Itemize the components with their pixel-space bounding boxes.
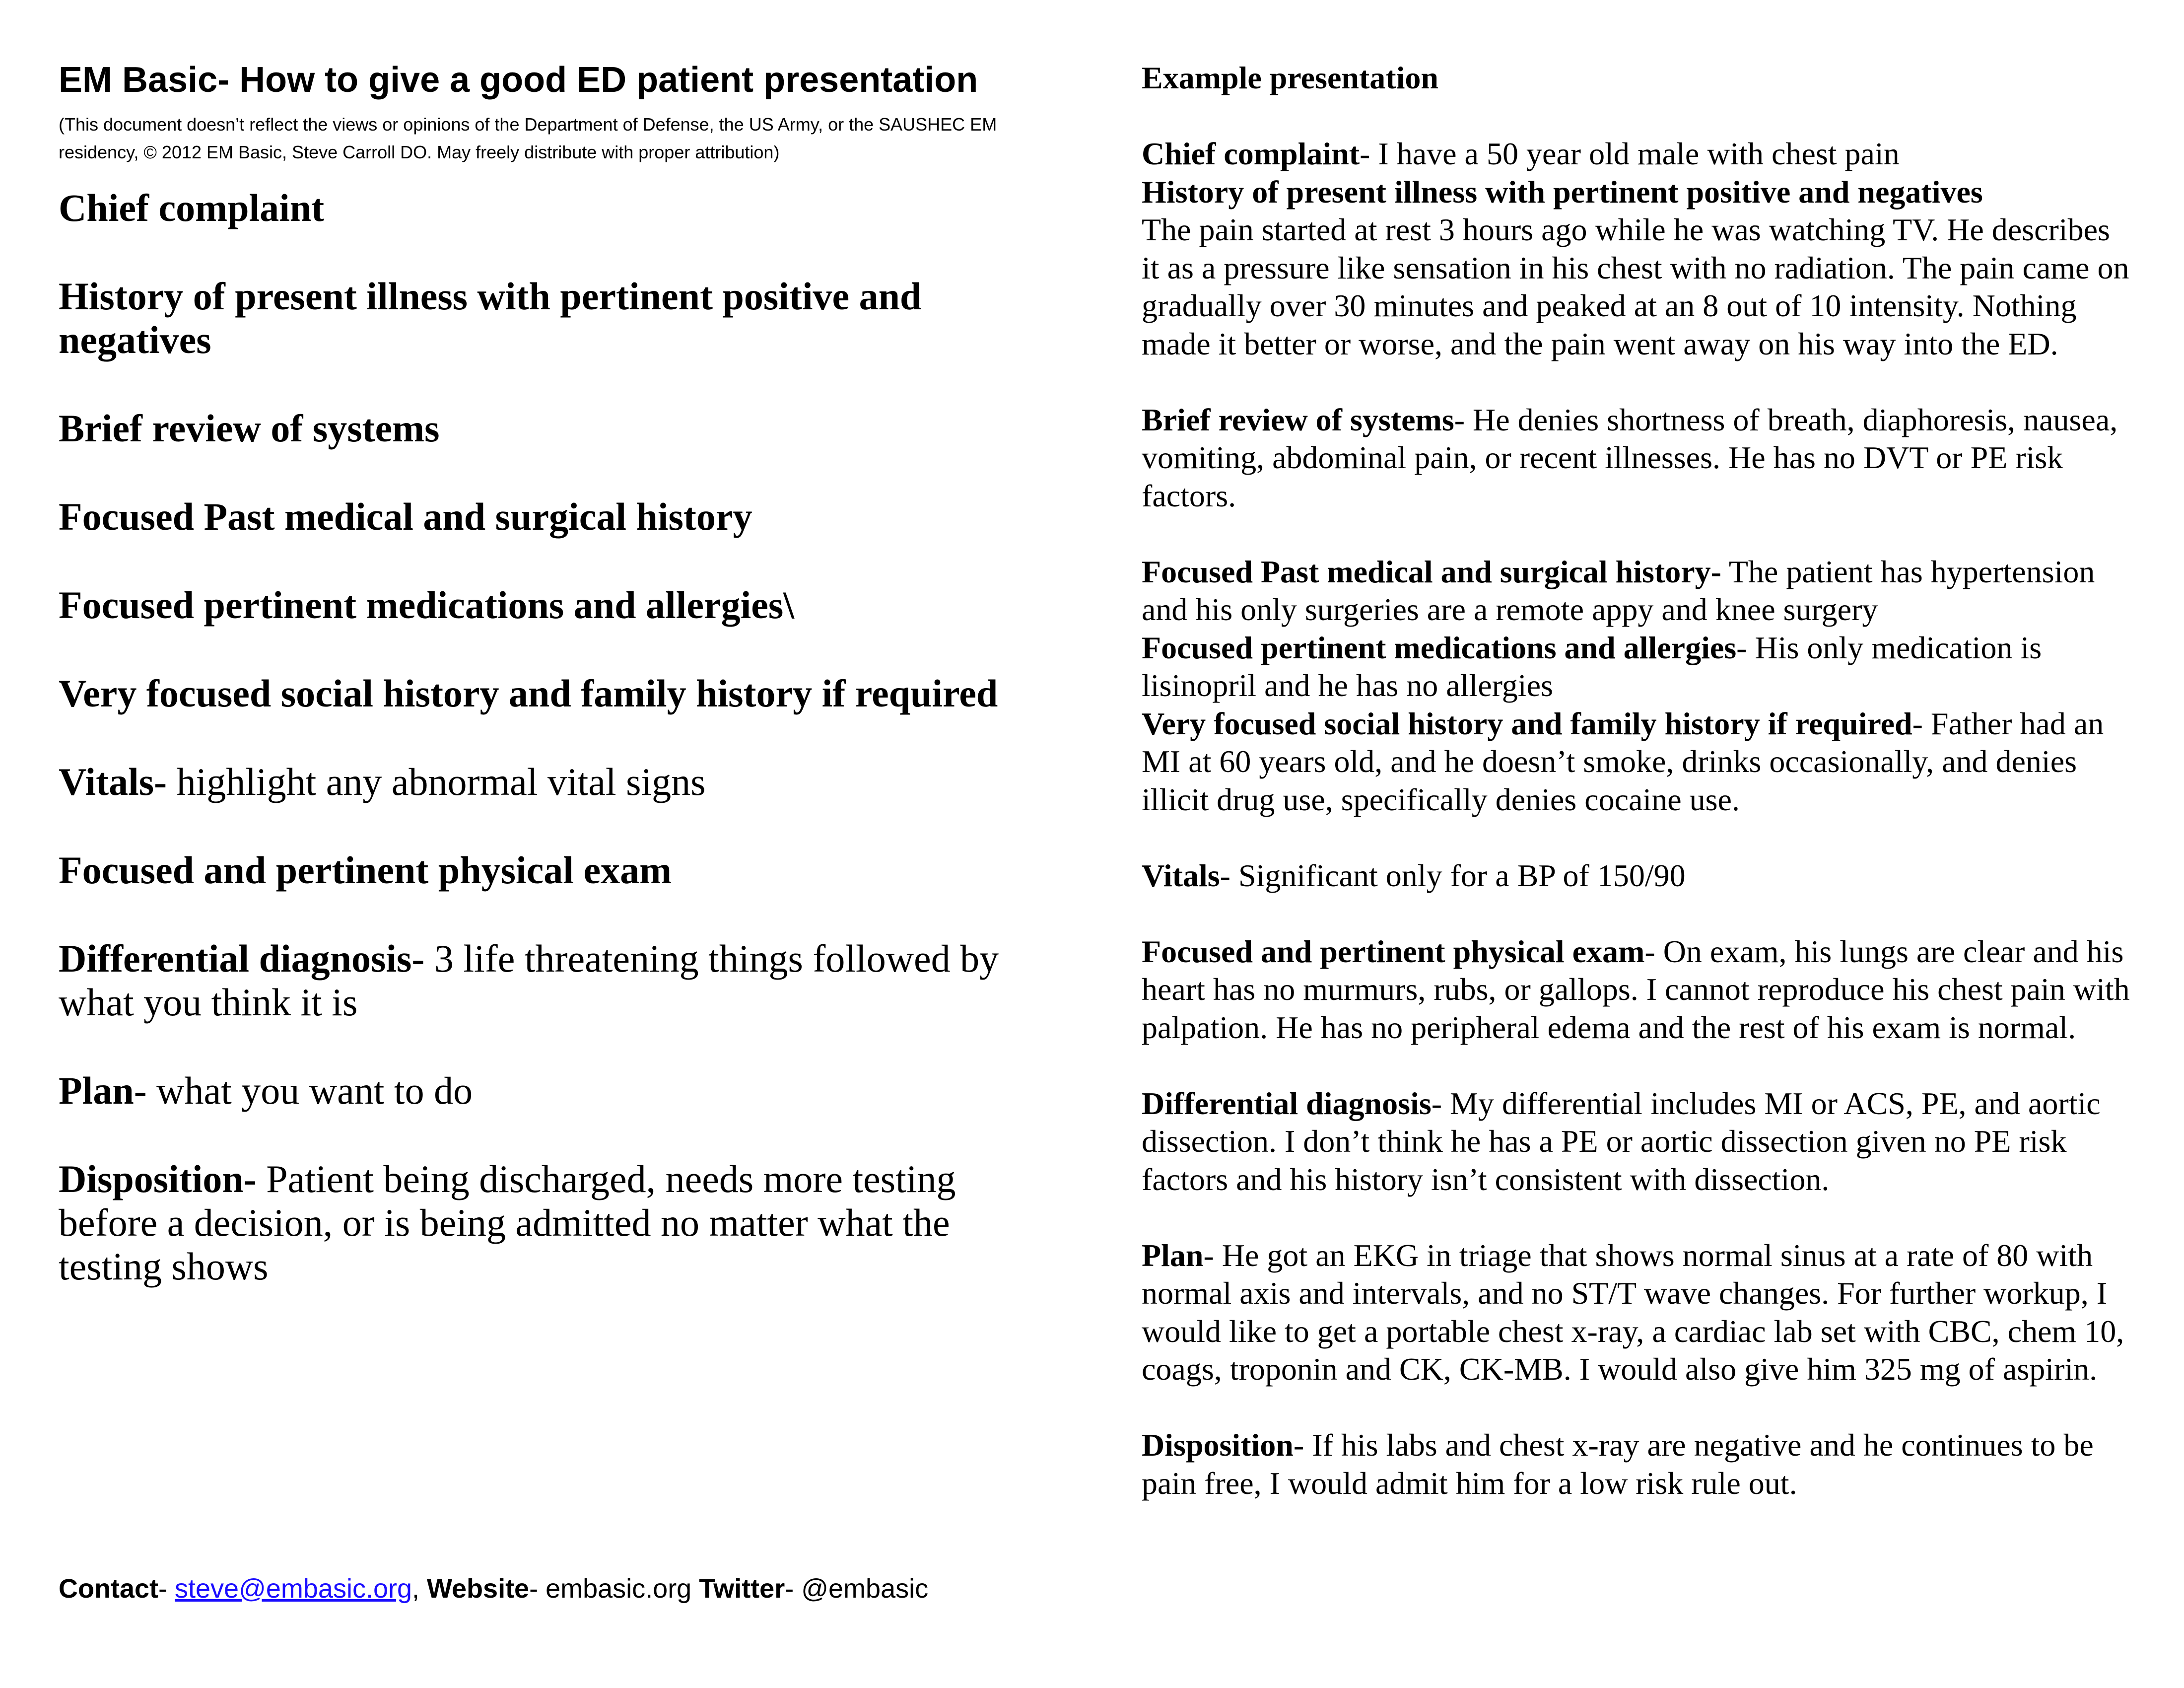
- outline-label: Plan-: [59, 1069, 147, 1112]
- outline-item-disposition: [59, 1157, 1046, 1288]
- example-text: The patient has hypertension and his only surgeries are a remote appy and knee surgery: [1142, 554, 2095, 627]
- example-label: Focused pertinent medications and allergies: [1142, 630, 1737, 665]
- example-column: [1142, 0, 2134, 1688]
- example-label: Focused Past medical and surgical history-: [1142, 554, 1721, 589]
- example-text: - Significant only for a BP of 150/90: [1220, 857, 1686, 893]
- example-text: - Father had an MI at 60 years old, and he doesn’t smoke, drinks occasionally, and denies illicit drug use, specifically denies cocaine use.: [1142, 705, 2104, 817]
- example-label: Chief complaint: [1142, 136, 1360, 171]
- example-label: Vitals: [1142, 857, 1220, 893]
- outline-label: Differential diagnosis-: [59, 937, 425, 980]
- example-text: The pain started at rest 3 hours ago while he was watching TV. He describes it as a pressure like sensation in his chest with no radiation. The pain came on gradually over 30 minutes and peaked at an 8 out of 10 intensity. Nothing made it better or worse, and the pain went away on his way into the ED.: [1142, 212, 2129, 361]
- example-label: History of present illness with pertinent positive and negatives: [1142, 174, 1983, 210]
- contact-footer: [59, 1571, 928, 1606]
- example-physical-exam: [1142, 933, 2134, 1047]
- contact-label: Contact: [59, 1574, 158, 1604]
- disclaimer-text: (This document doesn’t reflect the views or opinions of the Department of Defense, the US Army, or the SAUSHEC EM residency, © 2012 EM Basic, Steve Carroll DO. May freely distribute with proper attribution): [59, 114, 997, 162]
- outline-label: Focused Past medical and surgical history: [59, 495, 752, 538]
- example-hpi-text: [1142, 211, 2134, 363]
- example-medications: [1142, 629, 2134, 705]
- outline-desc: Patient being discharged, needs more testing before a decision, or is being admitted no matter what the testing shows: [59, 1157, 956, 1288]
- contact-separator: ,: [412, 1574, 427, 1604]
- example-label: Differential diagnosis: [1142, 1085, 1432, 1121]
- example-pmh: [1142, 553, 2134, 629]
- page-title: EM Basic- How to give a good ED patient presentation: [59, 60, 978, 100]
- outline-item-vitals: [59, 760, 1046, 804]
- outline-label: Disposition-: [59, 1157, 257, 1200]
- outline-label: Focused pertinent medications and allergies\: [59, 583, 794, 627]
- outline-desc: what you want to do: [146, 1069, 473, 1112]
- presentation-outline: [59, 186, 1046, 1333]
- outline-label: Very focused social history and family history if required: [59, 672, 998, 715]
- website-value: - embasic.org: [529, 1574, 699, 1604]
- example-text: - He denies shortness of breath, diaphoresis, nausea, vomiting, abdominal pain, or recent illnesses. He has no DVT or PE risk factors.: [1142, 402, 2118, 513]
- twitter-label: Twitter: [699, 1574, 785, 1604]
- website-label: Website: [427, 1574, 530, 1604]
- outline-item-plan: [59, 1069, 1046, 1113]
- outline-item-medications: [59, 583, 1046, 627]
- example-ros: [1142, 401, 2134, 515]
- example-label: Brief review of systems: [1142, 402, 1454, 437]
- email-link[interactable]: steve@embasic.org: [175, 1574, 412, 1604]
- example-body: [1142, 135, 2134, 1502]
- outline-label: History of present illness with pertinent positive and negatives: [59, 275, 922, 361]
- example-social-history: [1142, 705, 2134, 819]
- outline-label: Brief review of systems: [59, 407, 440, 450]
- example-chief-complaint: [1142, 135, 2134, 173]
- outline-column: [59, 0, 1046, 1688]
- example-label: Very focused social history and family history if required: [1142, 705, 1912, 741]
- outline-item-differential: [59, 937, 1046, 1024]
- example-differential: [1142, 1085, 2134, 1199]
- example-label: Plan: [1142, 1237, 1204, 1273]
- example-label: Disposition: [1142, 1427, 1294, 1463]
- example-vitals: [1142, 857, 2134, 895]
- outline-item-social-history: [59, 672, 1046, 715]
- example-label: Focused and pertinent physical exam: [1142, 933, 1645, 969]
- example-text: - He got an EKG in triage that shows normal sinus at a rate of 80 with normal axis and intervals, and no ST/T wave changes. For further workup, I would like to get a portable chest x-ray, a cardiac lab set with CBC, chem 10, coags, troponin and CK, CK-MB. I would also give him 325 mg of aspirin.: [1142, 1237, 2124, 1387]
- outline-item-pmh: [59, 495, 1046, 539]
- outline-desc: highlight any abnormal vital signs: [167, 760, 706, 803]
- example-text: - I have a 50 year old male with chest pain: [1360, 136, 1900, 171]
- example-text: - On exam, his lungs are clear and his heart has no murmurs, rubs, or gallops. I cannot reproduce his chest pain with palpation. He has no peripheral edema and the rest of his exam is normal.: [1142, 933, 2130, 1045]
- outline-desc: 3 life threatening things followed by what you think it is: [59, 937, 999, 1024]
- twitter-value: - @embasic: [785, 1574, 929, 1604]
- example-text: - If his labs and chest x-ray are negative and he continues to be pain free, I would admit him for a low risk rule out.: [1142, 1427, 2094, 1501]
- example-text: - His only medication is lisinopril and he has no allergies: [1142, 630, 2042, 703]
- outline-label: Focused and pertinent physical exam: [59, 848, 672, 892]
- example-plan: [1142, 1237, 2134, 1389]
- outline-label: Vitals-: [59, 760, 167, 803]
- outline-item-ros: [59, 407, 1046, 450]
- outline-label: Chief complaint: [59, 186, 325, 229]
- outline-item-hpi: [59, 275, 1046, 362]
- example-heading: Example presentation: [1142, 60, 1438, 95]
- example-hpi-heading: [1142, 173, 2134, 211]
- contact-separator: -: [158, 1574, 175, 1604]
- outline-item-physical-exam: [59, 848, 1046, 892]
- example-disposition: [1142, 1426, 2134, 1502]
- example-text: - My differential includes MI or ACS, PE, and aortic dissection. I don’t think he has a PE or aortic dissection given no PE risk factors and his history isn’t consistent with dissection.: [1142, 1085, 2101, 1197]
- outline-item-chief-complaint: [59, 186, 1046, 230]
